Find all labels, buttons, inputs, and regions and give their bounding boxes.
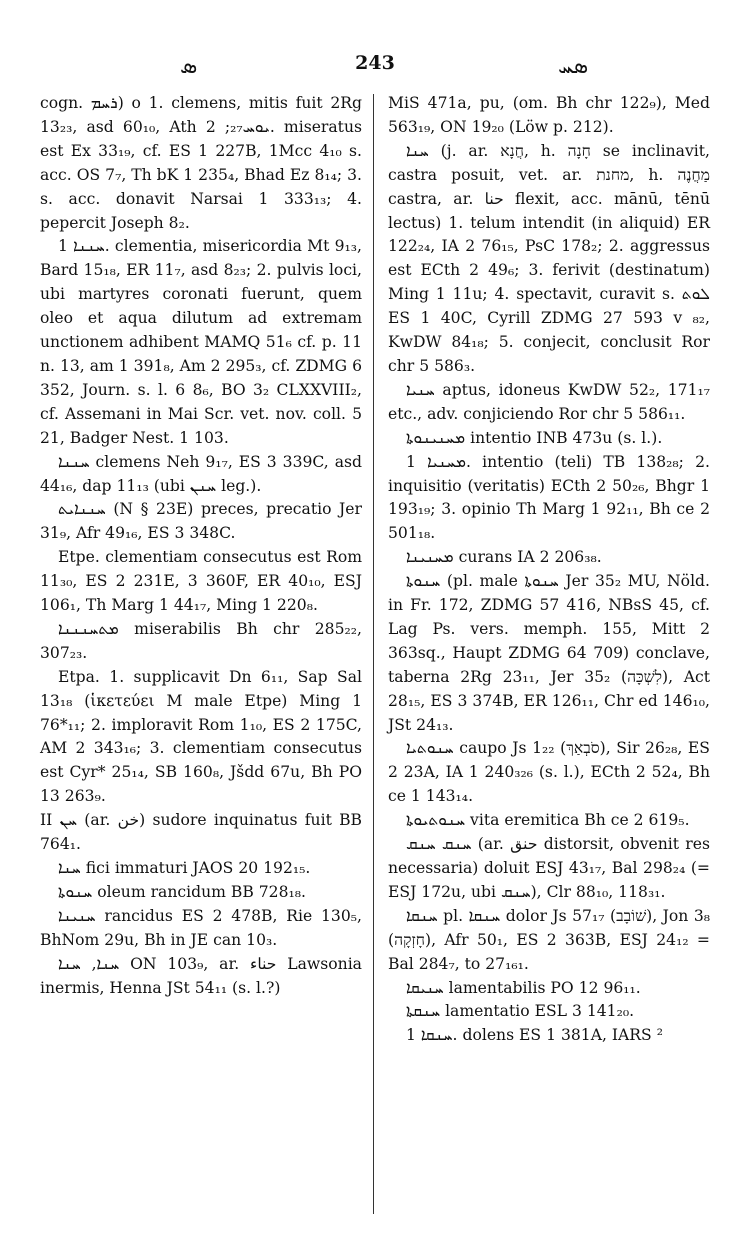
entry: ܚܢܐ fici immaturi JAOS 20 192₁₅. [58, 859, 311, 877]
entry: ܚܢܩ ܚܢܩ (ar. ﺣﻨﻖ distorsit, obvenit res necessaria) doluit ESJ 43₁₇, Bal 298₂₄ (= ESJ 172u, ubi ܚܢܩ), Clr 88₁₀, 118₃₁. [388, 835, 710, 901]
entry: ܚܢܘܬܐ oleum rancidum BB 728₁₈. [58, 882, 306, 901]
entry: ܚܢܢܐ clemens Neh 9₁₇, ES 3 339C, asd 44₁₆, dap 11₁₃ (ubi ܚܢܢ leg.). [40, 452, 362, 495]
entry: MiS 471a, pu, (om. Bh chr 122₉), Med 563₁₉, ON 19₂₀ (Löw p. 212). [388, 94, 710, 136]
entry: ܚܢܢܐܝܬ (N § 23E) preces, precatio Jer 31₉, Afr 49₁₆, ES 3 348C. [40, 500, 362, 543]
entry: ܚܢܐ, ܚܢܐ ON 103₉, ar. ﺣﻨﺎﺀ Lawsonia inermis, Henna JSt 54₁₁ (s. l.?) [40, 954, 362, 997]
page-number: 243 [355, 52, 395, 74]
entry: Etpa. 1. supplicavit Dn 6₁₁, Sap Sal 13₁₈ (ἱκετεύει M male Etpe) Ming 1 76*₁₁; 2. imploravit Rom 1₁₀, ES 2 175C, AM 2 343₁₆; 3. clementiam consecutus est Cyr* 25₁₄, SB 160₈, Jšdd 67u, Bh PO 13 263₉. [40, 667, 362, 806]
entry: ܚܢܝܢܐ rancidus ES 2 478B, Rie 130₅, BhNom 29u, Bh in JE can 10₃. [40, 906, 362, 949]
entry: ܡܚܢܝܐ 1. intentio (teli) TB 138₂₈; 2. inquisitio (veritatis) ECth 2 50₂₆, Bhgr 1 193₁₉; 3. opinio Th Marg 1 92₁₁, Bh ce 2 501₁₈. [388, 452, 710, 543]
entry: ܡܬܚܢܢܢܐ miserabilis Bh chr 285₂₂, 307₂₃. [40, 619, 362, 662]
entry: II ܚܢ (ar. ﺧﻦ) sudore inquinatus fuit BB 764₁. [40, 811, 362, 854]
entry: ܚܢܝܩܐ lamentabilis PO 12 96₁₁. [406, 978, 641, 997]
entry: ܚܢܘܬܝܘܬܐ vita eremitica Bh ce 2 619₅. [406, 811, 690, 830]
entry: cogn. ܪܚܡ) o 1. clemens, mitis fuit 2Rg 13₂₃, asd 60₁₀, Ath ܝܘܚ₂₇; 2. miseratus est Ex 33₁₉, cf. ES 1 227B, 1Mcc 4₁₀ s. acc. OS 7₇, Th bK 1 235₄, Bhad Ez 8₁₄; 3. s. acc. donavit Narsai 1 333₁₃; 4. pepercit Joseph 8₂. [40, 94, 362, 232]
entry: ܚܢܩܬܐ lamentatio ESL 3 141₂₀. [406, 1002, 635, 1021]
page-header [40, 48, 710, 84]
entry: Etpe. clementiam consecutus est Rom 11₃₀, ES 2 231E, 3 360F, ER 40₁₀, ESJ 106₁, Th Marg 1 44₁₇, Ming 1 220₈. [40, 548, 362, 615]
header-right-mark: ܣܚ [558, 54, 589, 79]
entry: ܚܢܩܐ pl. ܚܢܩܐ dolor Js 57₁₇ (שׁוֹבָב), Jon 3₈ (חָזְקָה), Afr 50₁, ES 2 363B, ESJ 24₁₂ = Bal 284₇, to 27₁₆₁. [388, 906, 710, 973]
entry: ܚܢܩܐ 1. dolens ES 1 381A, IARS ² [406, 1026, 663, 1045]
entry: ܚܢܐ (j. ar. חֲנָא, h. חָנָה se inclinavit, castra posuit, vet. ar. מחנת, h. מַחֲנֶה castra, ar. ﺣﻨﺎ flexit, acc. mānū, tēnū lectus) 1. telum intendit (in aliquid) ER 122₂₄, IA 2 76₁₅, PsC 178₂; 2. aggressus est ECth 2 49₆; 3. ferivit (destinatum) Ming 1 11u; 4. spectavit, curavit s. ܠܘܬ ES 1 40C, Cyrill ZDMG 27 593 v ₈₂, KwDW 84₁₈; 5. conjecit, conclusit Ror chr 5 586₃. [388, 141, 710, 375]
entry: ܚܢܢܐ 1. clementia, misericordia Mt 9₁₃, Bard 15₁₈, ER 11₇, asd 8₂₃; 2. pulvis loci, ubi martyres coronati fuerunt, quem oleo et aqua dilutum ad extremam unctionem adhibent MAMQ 51₆ cf. p. 11 n. 13, am 1 391₈, Am 2 295₃, cf. ZDMG 6 352, Journ. s. l. 6 8₆, BO 3₂ CLXXVIII₂, cf. Assemani in Mai Scr. vet. nov. coll. 5 21, Badger Nest. 1 103. [40, 237, 362, 447]
entry: ܡܚܢܝܢܐ curans IA 2 206₃₈. [406, 548, 602, 567]
column-divider [373, 94, 374, 1214]
header-left-mark: ܣ [180, 54, 198, 79]
entry: ܚܢܝܐ aptus, idoneus KwDW 52₂, 171₁₇ etc., adv. conjiciendo Ror chr 5 586₁₁. [388, 380, 710, 423]
right-column [388, 92, 710, 1048]
entry: ܡܚܢܝܢܘܬܐ intentio INB 473u (s. l.). [406, 428, 663, 447]
entry: ܚܢܘܬܐ (pl. male ܚܢܘܬܐ Jer 35₂ MU, Nöld. in Fr. 172, ZDMG 57 416, NBsS 45, cf. Lag Ps. vers. memph. 155, Mitt 2 363sq., Haupt ZDMG 64 709) conclave, taberna 2Rg 23₁₁, Jer 35₂ (לִשְׁכָּה), Act 28₁₅, ES 3 374B, ER 126₁₁, Chr ed 146₁₀, JSt 24₁₃. [388, 572, 710, 734]
entry: ܚܢܘܬܝܐ caupo Js 1₂₂ (סֹבְאַךְ), Sir 26₂₈, ES 2 23A, IA 1 240₃₂₆ (s. l.), ECth 2 52₄, Bh ce 1 143₁₄. [388, 739, 710, 806]
left-column [40, 92, 362, 1000]
